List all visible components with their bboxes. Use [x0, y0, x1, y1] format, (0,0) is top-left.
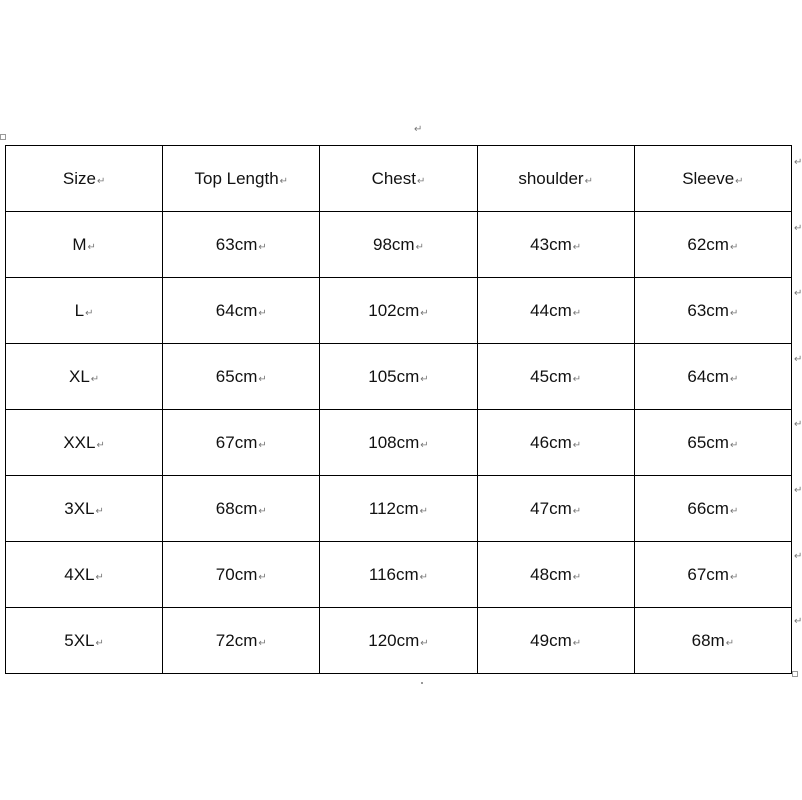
paragraph-mark: ↵ — [95, 571, 104, 583]
cell-text: Chest — [371, 168, 416, 188]
table-row — [6, 344, 792, 410]
cell-text: Sleeve — [682, 168, 735, 188]
table-row — [6, 212, 792, 278]
cell-size — [6, 542, 163, 608]
cell-size — [6, 344, 163, 410]
paragraph-mark: ↵ — [729, 241, 739, 253]
text-cursor-dot — [421, 682, 423, 684]
cell-chest — [320, 410, 477, 476]
header-row — [6, 146, 792, 212]
paragraph-mark: ↵ — [725, 637, 735, 649]
cell-shoulder — [477, 212, 634, 278]
cell-text: 102cm — [368, 300, 420, 320]
cell-size — [6, 278, 163, 344]
cell-shoulder — [477, 608, 634, 674]
paragraph-mark: ↵ — [584, 175, 593, 187]
paragraph-mark: ↵ — [85, 307, 94, 319]
cell-text: 49cm — [530, 630, 572, 650]
paragraph-mark: ↵ — [258, 241, 267, 253]
cell-text: 62cm — [687, 234, 729, 254]
paragraph-mark: ↵ — [258, 307, 267, 319]
cell-chest — [320, 344, 477, 410]
cell-text: Size — [62, 168, 96, 188]
paragraph-mark: ↵ — [416, 175, 426, 187]
cell-text: 45cm — [530, 366, 572, 386]
cell-shoulder — [477, 476, 634, 542]
row-end-mark: ↵ — [794, 419, 802, 431]
table-move-handle[interactable] — [0, 134, 6, 140]
cell-sleeve — [634, 344, 791, 410]
cell-shoulder — [477, 410, 634, 476]
paragraph-mark: ↵ — [729, 439, 739, 451]
paragraph-mark: ↵ — [420, 637, 429, 649]
cell-text: 5XL — [64, 630, 95, 650]
paragraph-mark: ↵ — [572, 373, 582, 385]
cell-text: 108cm — [368, 432, 420, 452]
cell-top-length — [163, 212, 320, 278]
cell-text: 63cm — [215, 234, 258, 254]
cell-text: M — [72, 234, 87, 254]
cell-text: 68cm — [215, 498, 258, 518]
paragraph-mark: ↵ — [572, 241, 582, 253]
cell-sleeve — [634, 410, 791, 476]
paragraph-mark: ↵ — [729, 571, 739, 583]
cell-text: shoulder — [518, 168, 584, 188]
cell-text: 112cm — [368, 498, 419, 518]
cell-top-length — [163, 344, 320, 410]
cell-text: 68m — [691, 630, 725, 650]
paragraph-mark: ↵ — [258, 439, 267, 451]
paragraph-mark: ↵ — [96, 439, 105, 451]
header-cell-sleeve — [634, 146, 791, 212]
paragraph-mark: ↵ — [729, 307, 739, 319]
table-row — [6, 608, 792, 674]
cell-top-length — [163, 278, 320, 344]
cell-text: 48cm — [530, 564, 572, 584]
cell-text: 116cm — [368, 564, 419, 584]
cell-chest — [320, 212, 477, 278]
paragraph-mark: ↵ — [419, 505, 429, 517]
cell-shoulder — [477, 278, 634, 344]
cell-text: 67cm — [687, 564, 729, 584]
cell-text: 120cm — [368, 630, 420, 650]
paragraph-mark: ↵ — [415, 241, 424, 253]
paragraph-mark: ↵ — [572, 505, 582, 517]
paragraph-mark: ↵ — [258, 571, 267, 583]
paragraph-mark: ↵ — [90, 373, 100, 385]
table-row — [6, 410, 792, 476]
row-end-mark: ↵ — [794, 616, 802, 628]
cell-text: 3XL — [64, 498, 95, 518]
paragraph-mark: ↵ — [87, 241, 96, 253]
cell-sleeve — [634, 608, 791, 674]
cell-chest — [320, 542, 477, 608]
paragraph-mark: ↵ — [572, 307, 582, 319]
paragraph-mark: ↵ — [96, 175, 106, 187]
paragraph-mark: ↵ — [258, 637, 267, 649]
header-cell-size — [6, 146, 163, 212]
cell-text: Top Length — [194, 168, 279, 188]
paragraph-mark: ↵ — [258, 505, 267, 517]
cell-chest — [320, 476, 477, 542]
paragraph-mark: ↵ — [420, 307, 429, 319]
paragraph-mark: ↵ — [258, 373, 267, 385]
header-cell-chest — [320, 146, 477, 212]
paragraph-mark: ↵ — [420, 373, 429, 385]
cell-text: 44cm — [530, 300, 572, 320]
cell-text: XL — [69, 366, 90, 386]
paragraph-mark: ↵ — [279, 175, 289, 187]
cell-text: 64cm — [687, 366, 729, 386]
cell-text: 105cm — [368, 366, 420, 386]
cell-text: 46cm — [530, 432, 572, 452]
cell-top-length — [163, 476, 320, 542]
cell-size — [6, 212, 163, 278]
table-row — [6, 278, 792, 344]
cell-top-length — [163, 608, 320, 674]
cell-sleeve — [634, 212, 791, 278]
cell-shoulder — [477, 542, 634, 608]
cell-top-length — [163, 410, 320, 476]
cell-text: 43cm — [530, 234, 572, 254]
paragraph-mark: ↵ — [572, 637, 582, 649]
cell-chest — [320, 278, 477, 344]
paragraph-mark: ↵ — [95, 637, 104, 649]
row-end-mark: ↵ — [794, 353, 802, 365]
cell-size — [6, 410, 163, 476]
cell-chest — [320, 608, 477, 674]
header-cell-shoulder — [477, 146, 634, 212]
cell-sleeve — [634, 542, 791, 608]
cell-text: 4XL — [64, 564, 95, 584]
paragraph-mark: ↵ — [420, 439, 429, 451]
cell-text: 65cm — [215, 366, 258, 386]
paragraph-mark: ↵ — [414, 124, 423, 135]
cell-text: 67cm — [215, 432, 258, 452]
table-row — [6, 476, 792, 542]
cell-sleeve — [634, 476, 791, 542]
cell-top-length — [163, 542, 320, 608]
size-chart-table — [5, 145, 792, 674]
table-resize-handle[interactable] — [792, 671, 798, 677]
table-row — [6, 542, 792, 608]
cell-text: L — [74, 300, 85, 320]
cell-text: 63cm — [687, 300, 729, 320]
paragraph-mark: ↵ — [735, 175, 744, 187]
cell-text: 66cm — [687, 498, 729, 518]
paragraph-mark: ↵ — [572, 571, 582, 583]
cell-text: 64cm — [215, 300, 258, 320]
paragraph-mark: ↵ — [95, 505, 104, 517]
row-end-mark: ↵ — [794, 157, 802, 168]
cell-text: 65cm — [687, 432, 729, 452]
cell-text: 47cm — [530, 498, 572, 518]
row-end-mark: ↵ — [794, 550, 802, 562]
cell-shoulder — [477, 344, 634, 410]
cell-text: 98cm — [372, 234, 415, 254]
row-end-mark: ↵ — [794, 485, 802, 496]
paragraph-mark: ↵ — [729, 373, 739, 385]
paragraph-mark: ↵ — [419, 571, 429, 583]
cell-size — [6, 476, 163, 542]
cell-sleeve — [634, 278, 791, 344]
cell-size — [6, 608, 163, 674]
row-end-mark: ↵ — [794, 288, 802, 300]
paragraph-mark: ↵ — [729, 505, 739, 517]
cell-text: 72cm — [215, 630, 258, 650]
paragraph-mark: ↵ — [572, 439, 582, 451]
cell-text: 70cm — [215, 564, 258, 584]
header-cell-top-length — [163, 146, 320, 212]
row-end-mark: ↵ — [794, 222, 802, 234]
cell-text: XXL — [63, 432, 96, 452]
